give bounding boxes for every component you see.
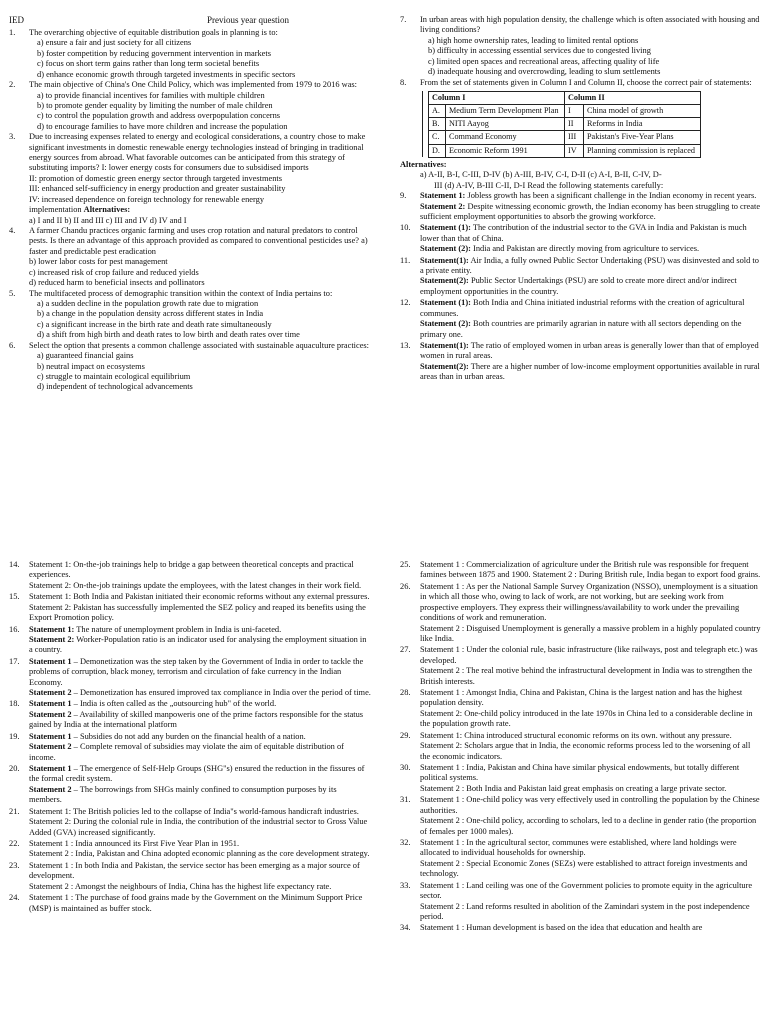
question: [9, 289, 371, 341]
question-number: 14.: [9, 560, 20, 569]
statement: Statement 1 : One-child policy was very effectively used in controlling the population by the Chinese authorities.: [420, 795, 760, 815]
statement: Statement 1 – India is often called as the „outsourcing hub" of the world.: [29, 699, 277, 709]
question: [400, 923, 762, 933]
statement: Statement 1 : India, Pakistan and China have similar physical endowments, but totally different political systems.: [420, 763, 740, 783]
question: [9, 732, 371, 763]
statement: Statement 2 – Complete removal of subsidies may violate the aim of equitable distribution of income.: [29, 742, 344, 762]
question: [9, 861, 371, 892]
answer-option: a) high home ownership rates, leading to limited rental options: [428, 35, 639, 45]
alternatives-line: III (d) A-IV, B-III C-II, D-I Read the following statements carefully:: [434, 180, 664, 190]
question-line: implementation Alternatives:: [29, 205, 131, 215]
statement-label: Statement(2):: [420, 361, 469, 371]
statement: Statement 1 : Commercialization of agriculture under the British rule was responsible for frequent famines between 1875 and 1900. Statement 2 : During British rule, India began to export food grains.: [420, 560, 761, 580]
question: [9, 341, 371, 393]
statement: Statement 2: Worker-Population ratio is an indicator used for analysing the employment situation in a country.: [29, 634, 367, 655]
statement-label: Statement 1: [29, 699, 72, 709]
question-number: 21.: [9, 806, 20, 816]
question-stem: The main objective of China's One Child Policy, which was implemented from 1979 to 2016 was:: [29, 80, 357, 90]
statement-label: Statement 2: [29, 709, 72, 719]
question-number: 26.: [400, 581, 411, 591]
alternatives-label: Alternatives:: [83, 205, 131, 215]
table-cell: III: [565, 131, 584, 144]
question: [400, 645, 762, 687]
question: [400, 795, 762, 837]
statement-label: Statement 1:: [420, 191, 466, 201]
table-cell: NITI Aayog: [446, 118, 565, 131]
question: [9, 226, 371, 289]
question: [9, 132, 371, 226]
statement: Statement 2 : Both India and Pakistan laid great emphasis on creating a large private sector.: [420, 783, 727, 793]
question: [400, 341, 762, 383]
question-number: 6.: [9, 340, 16, 350]
statement: Statement 1 – Demonetization was the step taken by the Government of India in order to tackle the problems of corruption, black money, terrorism and circulation of fake currency in the Indian Economy.: [29, 656, 364, 687]
statement: Statement(1): Air India, a fully owned Public Sector Undertaking (PSU) was disinvested and sold to a private entity.: [420, 255, 759, 276]
statement-label: Statement 1: [29, 731, 72, 741]
statement-label: Statement(1):: [420, 255, 469, 265]
question-stem: In urban areas with high population density, the challenge which is often associated with housing and living conditions?: [420, 15, 760, 35]
statement-label: Statement 1: [29, 764, 72, 774]
top-left-column: [9, 28, 371, 393]
statement: Statement 2 : Disguised Unemployment is generally a massive problem in a highly populated country like India.: [420, 623, 761, 643]
question: [400, 582, 762, 645]
statement-label: Statement 2:: [420, 201, 466, 211]
question: [400, 78, 762, 192]
table-cell: Command Economy: [446, 131, 565, 144]
statement: Statement(2): There are a higher number of low-income employment opportunities available in rural areas than in urban areas.: [420, 361, 760, 382]
question: [9, 839, 371, 860]
question-number: 34.: [400, 923, 411, 933]
statement: Statement 2 – Demonetization has ensured improved tax compliance in India over the period of time.: [29, 688, 371, 698]
answer-option: b) difficulty in accessing essential services due to congested living: [428, 46, 651, 56]
answer-option: d) a shift from high birth and death rates to low birth and death rates over time: [37, 330, 300, 340]
question-line: c) increased risk of crop failure and reduced yields: [29, 267, 199, 277]
top-right-column: [400, 15, 762, 384]
question: [9, 807, 371, 838]
question-number: 22.: [9, 838, 20, 848]
table-cell: Pakistan's Five-Year Plans: [584, 131, 701, 144]
statement: Statement 2: Despite witnessing economic growth, the Indian economy has been struggling to create sufficient employment opportunities to absorb the growing workforce.: [420, 201, 761, 221]
statement: Statement (1): The contribution of the industrial sector to the GVA in India and Pakistan is much lower than that of China.: [420, 223, 747, 243]
statement: Statement 1 : The purchase of food grains made by the Government on the Minimum Support Price (MSP) is maintained as buffer stock.: [29, 893, 363, 913]
question: [9, 28, 371, 80]
question-line: II: promotion of domestic green energy sector through targeted investments: [29, 173, 282, 183]
question-number: 33.: [400, 880, 411, 890]
question-number: 25.: [400, 560, 411, 569]
table-row: [423, 131, 701, 144]
statement: Statement 1 – The emergence of Self-Help Groups (SHG"s) ensured the reduction in the fissures of the formal credit system.: [29, 764, 365, 784]
question-number: 30.: [400, 763, 411, 773]
statement: Statement 1 – Subsidies do not add any burden on the financial health of a nation.: [29, 731, 306, 741]
table-cell: Economic Reform 1991: [446, 144, 565, 157]
alternatives-label: Alternatives:: [400, 159, 447, 169]
question: [9, 592, 371, 623]
question-number: 4.: [9, 226, 16, 236]
question-number: 32.: [400, 837, 411, 847]
question: [400, 256, 762, 298]
statement-label: Statement 2: [29, 688, 72, 698]
bottom-left-column: [9, 560, 371, 915]
question-number: 20.: [9, 764, 20, 774]
column-ii-header: Column II: [565, 91, 701, 104]
statement-label: Statement (2):: [420, 244, 471, 254]
question: [400, 298, 762, 340]
question-line: IV: increased dependence on foreign technology for renewable energy: [29, 194, 265, 204]
table-cell: D.: [429, 144, 446, 157]
alternatives-line: a) A-II, B-I, C-III, D-IV (b) A-III, B-IV, C-I, D-II (c) A-I, B-II, C-IV, D-: [420, 170, 662, 180]
question: [9, 80, 371, 132]
question: [400, 838, 762, 880]
statement-label: Statement(2):: [420, 276, 469, 286]
question-number: 19.: [9, 731, 20, 741]
question-number: 12.: [400, 298, 411, 308]
answer-option: b) neutral impact on ecosystems: [37, 361, 145, 371]
question-number: 28.: [400, 688, 411, 698]
table-cell: B.: [429, 118, 446, 131]
statement: Statement 2 : Amongst the neighbours of India, China has the highest life expectancy rate.: [29, 881, 332, 891]
statement: Statement (1): Both India and China initiated industrial reforms with the creation of agricultural communes.: [420, 298, 745, 318]
question-stem: The overarching objective of equitable distribution goals in planning is to:: [29, 28, 278, 37]
question: [400, 15, 762, 78]
answer-option: c) focus on short term gains rather than long term societal benefits: [37, 59, 260, 69]
table-cell: II: [565, 118, 584, 131]
column-i-header: Column I: [429, 91, 565, 104]
statement: Statement 1: The nature of unemployment problem in India is uni-faceted.: [29, 624, 282, 634]
question: [400, 688, 762, 730]
answer-option: b) foster competition by reducing government intervention in markets: [37, 48, 271, 58]
statement-label: Statement (2):: [420, 319, 471, 329]
answer-option: a) a sudden decline in the population growth rate due to migration: [37, 298, 259, 308]
question-number: 29.: [400, 730, 411, 740]
statement: Statement 1 : In the agricultural sector, communes were established, where land holdings were allocated to individual households for ownership.: [420, 837, 737, 858]
statement: Statement 1 : Amongst India, China and Pakistan, China is the largest nation and has the highest population density.: [420, 688, 743, 708]
answer-option: d) to encourage families to have more children and increase the population: [37, 121, 288, 131]
answer-option: d) inadequate housing and overcrowding, leading to slum settlements: [428, 67, 661, 77]
question-number: 1.: [9, 28, 16, 37]
question: [400, 223, 762, 254]
table-cell: Medium Term Development Plan: [446, 105, 565, 118]
header-left: IED: [9, 15, 24, 25]
question-number: 10.: [400, 223, 411, 233]
statement: Statement 2: On-the-job trainings update the employees, with the latest changes in their work field.: [29, 580, 362, 590]
question-number: 11.: [400, 255, 411, 265]
table-cell: A.: [429, 105, 446, 118]
statement: Statement 1: On-the-job trainings help to bridge a gap between theoretical concepts and practical experiences.: [29, 560, 354, 580]
statement: Statement 2: During the colonial rule in India, the contribution of the industrial sector to Gross Value Added (GVA) increased significantly.: [29, 817, 368, 837]
table-cell: C.: [429, 131, 446, 144]
statement-label: Statement 2: [29, 784, 72, 794]
question-stem: A farmer Chandu practices organic farming and uses crop rotation and natural predators to control pests. Is there an advantage of this approach provided as compared to conventional pesticides use? a) faster and predictable pest eradication: [29, 226, 368, 256]
question-stem: Select the option that presents a common challenge associated with sustainable aquaculture practices:: [29, 340, 370, 350]
statement: Statement 2 : Land reforms resulted in abolition of the Zamindari system in the post independence period.: [420, 901, 750, 921]
question-number: 3.: [9, 132, 16, 142]
statement: Statement (2): Both countries are primarily agrarian in nature with all sectors depending on the primary one.: [420, 319, 742, 339]
answer-option: a) to provide financial incentives for families with multiple children: [37, 90, 265, 100]
statement: Statement 1: China introduced structural economic reforms on its own. without any pressure.: [420, 730, 732, 740]
bottom-right-column: [400, 560, 762, 935]
statement: Statement 2 : India, Pakistan and China adopted economic planning as the core development strategy.: [29, 849, 370, 859]
statement-label: Statement 2: [29, 742, 72, 752]
answer-option: c) struggle to maintain ecological equilibrium: [37, 371, 191, 381]
question-number: 16.: [9, 624, 20, 634]
statement-label: Statement 1:: [29, 624, 75, 634]
statement-label: Statement(1):: [420, 340, 469, 350]
statement: Statement 1: Both India and Pakistan initiated their economic reforms without any external pressures.: [29, 592, 370, 602]
answer-option: d) independent of technological advancements: [37, 382, 193, 392]
statement: Statement(1): The ratio of employed women in urban areas is generally lower than that of employed women in rural areas.: [420, 340, 759, 361]
statement: Statement 1 : Human development is based on the idea that education and health are: [420, 923, 703, 933]
table-row: [423, 118, 701, 131]
question: [9, 893, 371, 914]
question-number: 7.: [400, 15, 407, 24]
question-stem: The multifaceted process of demographic transition within the context of India pertains to:: [29, 288, 333, 298]
question-line: b) lower labor costs for pest management: [29, 257, 168, 267]
question-stem: Due to increasing expenses related to energy and ecological considerations, a country chose to make significant investments in domestic renewable energy technologies instead of bringing in traditional energy sources from abroad. What favorable outcomes can be anticipated from this strategy of substituting imports? I: lower energy costs for consumers due to subsidised imports: [29, 132, 366, 173]
statement: Statement 1: Jobless growth has been a significant challenge in the Indian economy in recent years.: [420, 191, 757, 201]
table-cell: China model of growth: [584, 105, 701, 118]
answer-option: c) a significant increase in the birth rate and death rate simultaneously: [37, 319, 272, 329]
question: [9, 657, 371, 699]
question: [9, 560, 371, 591]
question-number: 8.: [400, 77, 407, 87]
question-number: 13.: [400, 340, 411, 350]
answer-option: b) to promote gender equality by limiting the number of male children: [37, 100, 273, 110]
question: [400, 763, 762, 794]
table-cell: Reforms in India: [584, 118, 701, 131]
question-number: 31.: [400, 795, 411, 805]
question: [400, 731, 762, 762]
table-cell: I: [565, 105, 584, 118]
question: [400, 560, 762, 581]
question-line: III: enhanced self-sufficiency in energy production and greater sustainability: [29, 184, 286, 194]
question-number: 9.: [400, 191, 407, 201]
table-row: [423, 105, 701, 118]
question-number: 2.: [9, 80, 16, 90]
question-stem: From the set of statements given in Column I and Column II, choose the correct pair of statements:: [420, 77, 752, 87]
statement-label: Statement 1: [29, 656, 72, 666]
statement: Statement 1 : As per the National Sample Survey Organization (NSSO), unemployment is a situation in which all those who, owing to lack of work, are not working, but are seeking work from prospective employers. They express their willingness/availability to work under the prevailing conditions of work and remuneration.: [420, 581, 758, 623]
question-number: 5.: [9, 288, 16, 298]
statement: Statement 1 : India announced its First Five Year Plan in 1951.: [29, 838, 240, 848]
statement: Statement 1 : Under the colonial rule, basic infrastructure (like railways, post and telegraph etc.) was developed.: [420, 645, 758, 665]
answer-option: c) to control the population growth and address overpopulation concerns: [37, 111, 281, 121]
statement: Statement 2 – Availability of skilled manpoweris one of the prime factors responsible for the status gained by India at the international platform: [29, 709, 364, 730]
question: [400, 881, 762, 923]
statement: Statement 2: Scholars argue that in India, the economic reforms process led to the worsening of all the economic indicators.: [420, 741, 751, 761]
answer-option: a) guaranteed financial gains: [37, 351, 134, 361]
table-cell: Planning commission is replaced: [584, 144, 701, 157]
answer-option: a) ensure a fair and just society for all citizens: [37, 38, 192, 48]
question-number: 17.: [9, 656, 20, 666]
alternatives-line: a) I and II b) II and III c) III and IV d) IV and I: [29, 215, 187, 225]
statement: Statement 1 : Land ceiling was one of the Government policies to promote equity in the agriculture sector.: [420, 880, 753, 901]
question-line: d) reduced harm to beneficial insects and pollinators: [29, 278, 205, 288]
statement: Statement 2 – The borrowings from SHGs mainly confined to consumption purposes by its members.: [29, 784, 337, 805]
statement: Statement 2 : One-child policy, according to scholars, led to a decline in gender ratio (the proportion of females per 1000 males).: [420, 816, 757, 836]
question: [9, 764, 371, 806]
statement: Statement 1: The British policies led to the collapse of India"s world-famous handicraft industries.: [29, 806, 359, 816]
match-table: [422, 91, 701, 158]
question-number: 24.: [9, 893, 20, 903]
statement: Statement 2 : The real motive behind the infrastructural development in India was to strengthen the British interests.: [420, 666, 753, 686]
answer-option: d) enhance economic growth through targeted investments in specific sectors: [37, 69, 296, 79]
statement: Statement 1 : In both India and Pakistan, the service sector has been emerging as a major source of development.: [29, 860, 360, 881]
statement: Statement (2): India and Pakistan are directly moving from agriculture to services.: [420, 244, 700, 254]
question-number: 23.: [9, 860, 20, 870]
table-cell: IV: [565, 144, 584, 157]
question-number: 27.: [400, 645, 411, 655]
question: [9, 625, 371, 656]
statement: Statement(2): Public Sector Undertakings (PSU) are sold to create more direct and/or indirect employment opportunities in the country.: [420, 276, 737, 296]
question-number: 15.: [9, 592, 20, 602]
table-row: [423, 144, 701, 157]
question: [400, 191, 762, 222]
statement-label: Statement 2:: [29, 634, 75, 644]
header-title: Previous year question: [207, 15, 289, 25]
statement-label: Statement (1):: [420, 223, 471, 233]
statement: Statement 2 : Special Economic Zones (SEZs) were established to attract foreign investments and technology.: [420, 858, 748, 879]
question: [9, 699, 371, 730]
statement: Statement 2: Pakistan has successfully implemented the SEZ policy and reaped its benefits using the Export Promotion policy.: [29, 602, 366, 623]
answer-option: c) limited open spaces and recreational areas, affecting quality of life: [428, 56, 660, 66]
statement: Statement 2: One-child policy introduced in the late 1970s in China led to a considerable decline in the population growth rate.: [420, 708, 753, 729]
question-number: 18.: [9, 699, 20, 709]
answer-option: b) a change in the population density across different states in India: [37, 309, 264, 319]
statement-label: Statement (1):: [420, 298, 471, 308]
